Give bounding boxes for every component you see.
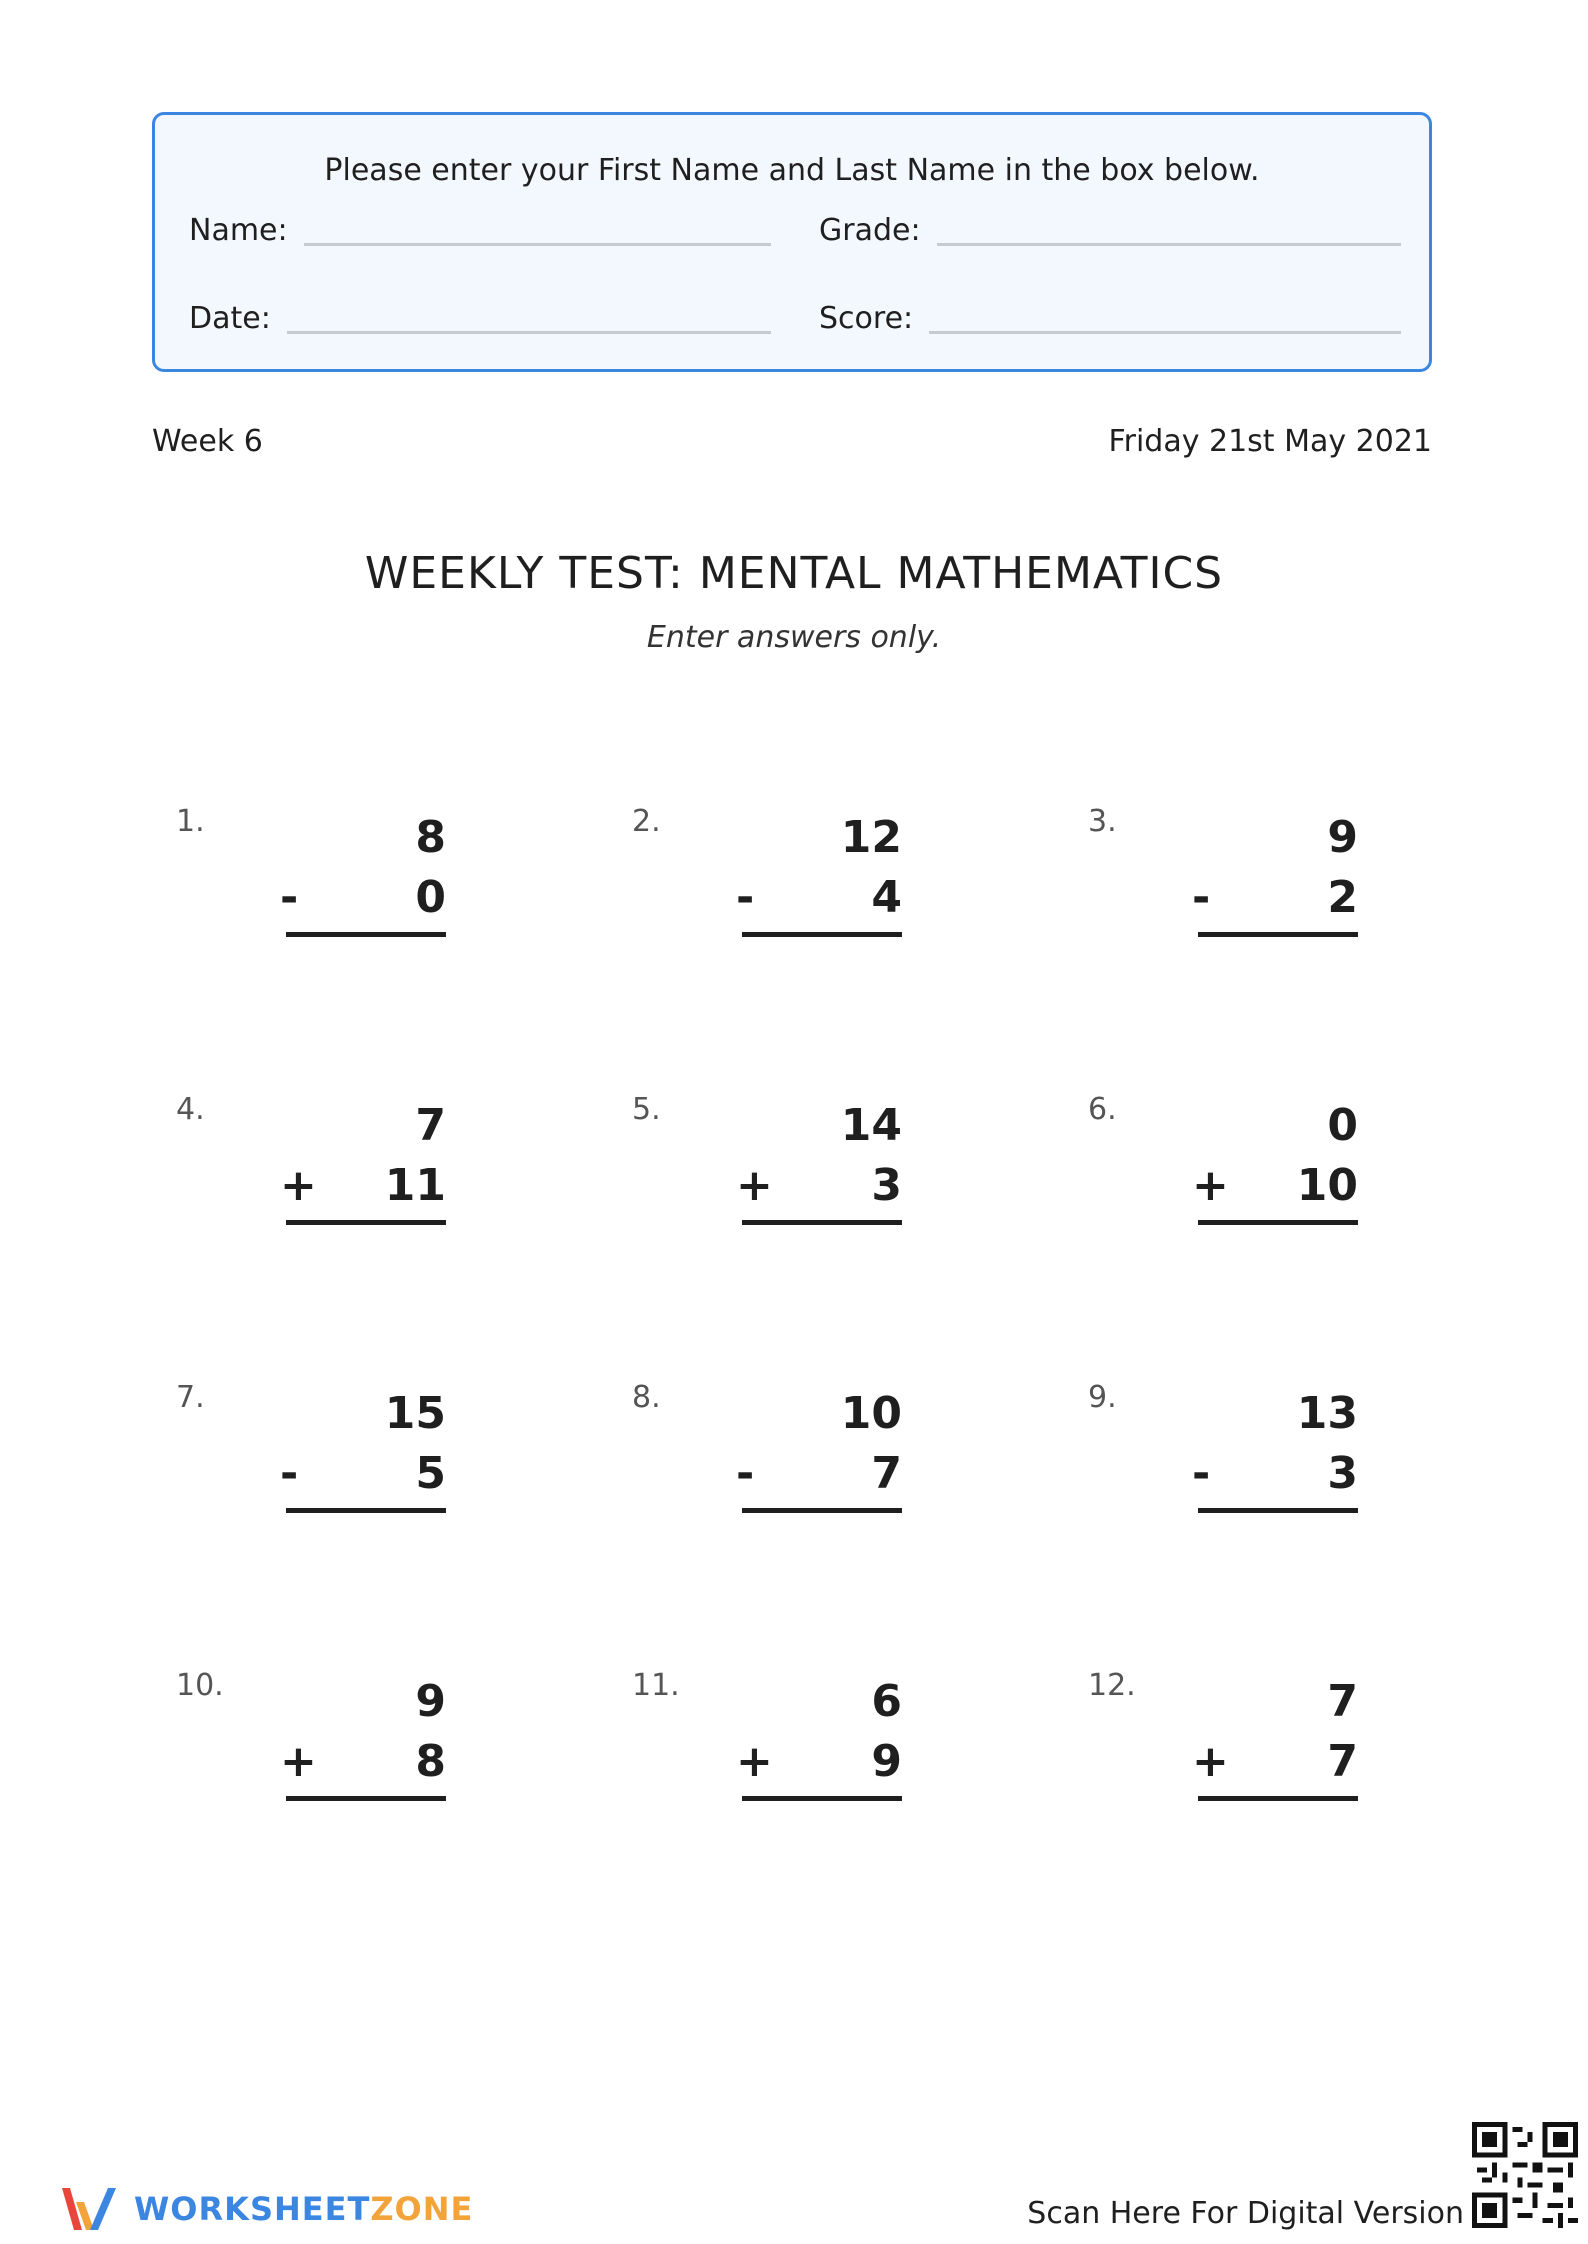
problem-number: 10.: [176, 1668, 224, 1703]
problem-top-operand: 9: [415, 1676, 446, 1727]
problem-number: 8.: [632, 1380, 661, 1415]
problem-number: 5.: [632, 1092, 661, 1127]
problem-bottom-operand: 4: [871, 872, 902, 923]
name-line[interactable]: [304, 243, 771, 246]
problem-top-operand: 10: [840, 1388, 902, 1439]
brand-name-part2: ZONE: [370, 2190, 474, 2228]
answer-line[interactable]: [742, 1508, 902, 1513]
problem-operator: -: [1192, 1448, 1211, 1499]
problem-top-operand: 0: [1327, 1100, 1358, 1151]
problem-number: 2.: [632, 804, 661, 839]
problem-8: [632, 1380, 902, 1530]
problem-operator: -: [1192, 872, 1211, 923]
score-field[interactable]: [819, 301, 1401, 336]
answer-line[interactable]: [742, 1220, 902, 1225]
page-subtitle: Enter answers only.: [646, 620, 942, 655]
problem-bottom-operand: 0: [415, 872, 446, 923]
instruction-text: Please enter your First Name and Last Name in the box below.: [324, 153, 1260, 188]
problem-9: [1088, 1380, 1358, 1530]
grade-label: Grade:: [819, 213, 921, 248]
page-title: WEEKLY TEST: MENTAL MATHEMATICS: [364, 548, 1224, 599]
problem-operator: +: [280, 1160, 317, 1211]
name-field[interactable]: [189, 213, 771, 248]
problem-10: [176, 1668, 446, 1818]
date-field[interactable]: [189, 301, 771, 336]
problem-11: [632, 1668, 902, 1818]
brand-logo: [58, 2182, 473, 2236]
problem-top-operand: 6: [871, 1676, 902, 1727]
score-label: Score:: [819, 301, 914, 336]
answer-line[interactable]: [286, 932, 446, 937]
problem-number: 11.: [632, 1668, 680, 1703]
problem-number: 6.: [1088, 1092, 1117, 1127]
problem-number: 3.: [1088, 804, 1117, 839]
problem-operator: +: [1192, 1736, 1229, 1787]
problem-top-operand: 15: [384, 1388, 446, 1439]
answer-line[interactable]: [286, 1220, 446, 1225]
problem-bottom-operand: 3: [1327, 1448, 1358, 1499]
student-info-box: [152, 112, 1432, 372]
problem-7: [176, 1380, 446, 1530]
score-line[interactable]: [929, 331, 1401, 334]
problem-1: [176, 804, 446, 954]
problem-number: 7.: [176, 1380, 205, 1415]
problem-operator: -: [736, 872, 755, 923]
problem-bottom-operand: 8: [415, 1736, 446, 1787]
problem-operator: -: [280, 1448, 299, 1499]
problem-operator: -: [280, 872, 299, 923]
problem-operator: -: [736, 1448, 755, 1499]
problem-bottom-operand: 10: [1296, 1160, 1358, 1211]
scan-text: Scan Here For Digital Version: [1027, 2196, 1464, 2231]
answer-line[interactable]: [286, 1508, 446, 1513]
problem-6: [1088, 1092, 1358, 1242]
problem-bottom-operand: 7: [1327, 1736, 1358, 1787]
problem-bottom-operand: 5: [415, 1448, 446, 1499]
answer-line[interactable]: [1198, 932, 1358, 937]
problem-top-operand: 7: [1327, 1676, 1358, 1727]
worksheetzone-logo-icon: [58, 2182, 120, 2236]
qr-code-icon[interactable]: [1472, 2122, 1578, 2228]
answer-line[interactable]: [286, 1796, 446, 1801]
problem-12: [1088, 1668, 1358, 1818]
problem-bottom-operand: 2: [1327, 872, 1358, 923]
problem-3: [1088, 804, 1358, 954]
problem-operator: +: [736, 1736, 773, 1787]
problem-bottom-operand: 7: [871, 1448, 902, 1499]
problem-number: 4.: [176, 1092, 205, 1127]
problem-number: 1.: [176, 804, 205, 839]
problem-number: 9.: [1088, 1380, 1117, 1415]
week-label: Week 6: [152, 424, 263, 459]
test-date: Friday 21st May 2021: [1108, 424, 1432, 459]
problem-bottom-operand: 3: [871, 1160, 902, 1211]
problem-operator: +: [1192, 1160, 1229, 1211]
problem-top-operand: 9: [1327, 812, 1358, 863]
problem-operator: +: [736, 1160, 773, 1211]
answer-line[interactable]: [742, 1796, 902, 1801]
answer-line[interactable]: [742, 932, 902, 937]
grade-line[interactable]: [937, 243, 1401, 246]
problem-bottom-operand: 9: [871, 1736, 902, 1787]
problem-top-operand: 14: [840, 1100, 902, 1151]
answer-line[interactable]: [1198, 1220, 1358, 1225]
date-label: Date:: [189, 301, 271, 336]
problem-bottom-operand: 11: [384, 1160, 446, 1211]
problem-number: 12.: [1088, 1668, 1136, 1703]
problem-2: [632, 804, 902, 954]
problem-top-operand: 13: [1296, 1388, 1358, 1439]
brand-name: [134, 2190, 473, 2228]
problem-4: [176, 1092, 446, 1242]
problem-top-operand: 8: [415, 812, 446, 863]
answer-line[interactable]: [1198, 1508, 1358, 1513]
answer-line[interactable]: [1198, 1796, 1358, 1801]
problem-operator: +: [280, 1736, 317, 1787]
brand-name-part1: WORKSHEET: [134, 2190, 371, 2228]
problem-top-operand: 12: [840, 812, 902, 863]
problem-top-operand: 7: [415, 1100, 446, 1151]
grade-field[interactable]: [819, 213, 1401, 248]
problem-5: [632, 1092, 902, 1242]
name-label: Name:: [189, 213, 288, 248]
date-line[interactable]: [287, 331, 771, 334]
